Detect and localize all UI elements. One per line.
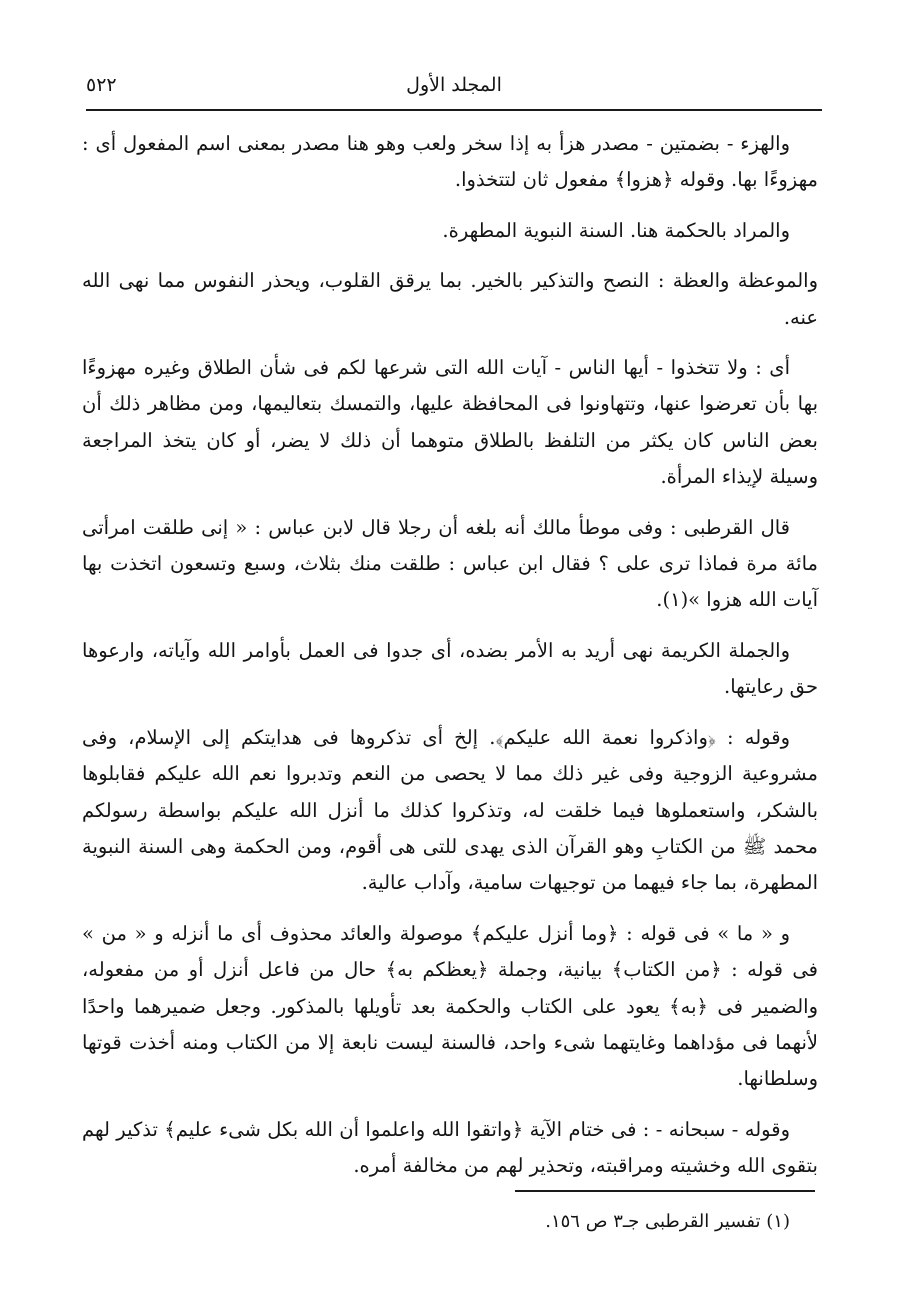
- volume-title: المجلد الأول: [406, 74, 502, 96]
- paragraph-hazm: والهزء - بضمتين - مصدر هزأ به إذا سخر ولعب وهو هنا مصدر بمعنى اسم المفعول أى : مهزوءًا بها. وقوله ﴿هزوا﴾ مفعول ثان لتتخذوا.: [82, 132, 818, 192]
- paragraph-meaning: أى : ولا تتخذوا - أيها الناس - آيات الله التى شرعها لكم فى شأن الطلاق وغيره مهزوءًا بها بأن تعرضوا عنها، وتتهاونوا فى المحافظة عليها، والتمسك بتعاليمها، ومن مظاهر ذلك أن بعض الناس كان يكثر من التلفظ بالطلاق متوهما أن ذلك لا يضر، أو كان يتخذ المراجعة وسيلة لإيذاء المرأة.: [82, 356, 818, 489]
- paragraph-grammar: و « ما » فى قوله : ﴿وما أنزل عليكم﴾ موصولة والعائد محذوف أى ما أنزله و « من » فى قوله : ﴿من الكتاب﴾ بيانية، وجملة ﴿يعظكم به﴾ حال من فاعل أنزل أو من مفعوله، والضمير فى ﴿به﴾ يعود على الكتاب والحكمة بعد تأويلها بالمذكور. وجعل ضميرهما واحدًا لأنهما فى مؤداهما وغايتهما شىء واحد، فالسنة ليست نابعة إلا من الكتاب ومنه أخذت قوتها وسلطانها.: [82, 921, 818, 1091]
- paragraph-qurtubi: قال القرطبى : وفى موطأ مالك أنه بلغه أن رجلا قال لابن عباس : « إنى طلقت امرأتى مائة مرة فماذا ترى على ؟ فقال ابن عباس : طلقت منك بثلاث، وسبع وتسعون اتخذت بها آيات الله هزوا »(١).: [82, 515, 818, 612]
- paragraph-closing: وقوله - سبحانه - : فى ختام الآية ﴿واتقوا الله واعلموا أن الله بكل شىء عليم﴾ تذكير لهم بتقوى الله وخشيته ومراقبته، وتحذير لهم من مخالفة أمره.: [82, 1117, 818, 1178]
- header-divider: [86, 109, 822, 111]
- body-text: [82, 126, 818, 1199]
- footnote: (١) تفسير القرطبى جـ٣ ص ١٥٦.: [545, 1211, 790, 1232]
- paragraph-remember-blessing: وقوله : ﴿واذكروا نعمة الله عليكم﴾. إلخ أى تذكروها فى هدايتكم إلى الإسلام، وفى مشروعية الزوجية وفى غير ذلك مما لا يحصى من النعم وتدبروا نعم الله عليكم فقابلوها بالشكر، واستعملوها فيما خلقت له، وتذكروا كذلك ما أنزل الله عليكم بواسطة رسولكم محمد ﷺ من الكتابِ وهو القرآن الذى يهدى للتى هى أقوم، ومن الحكمة وهى السنة النبوية المطهرة، بما جاء فيهما من توجيهات سامية، وآداب عالية.: [82, 725, 818, 895]
- paragraph-maw-itha: والموعظة والعظة : النصح والتذكير بالخير. بما يرقق القلوب، ويحذر النفوس مما نهى الله عنه.: [82, 269, 818, 329]
- footnote-divider: [515, 1190, 815, 1192]
- paragraph-hikma: والمراد بالحكمة هنا. السنة النبوية المطهرة.: [442, 218, 790, 242]
- page-number: ٥٢٢: [86, 74, 117, 96]
- paragraph-prohibition: والجملة الكريمة نهى أريد به الأمر بضده، أى جدوا فى العمل بأوامر الله وآياته، وارعوها حق رعايتها.: [82, 638, 818, 699]
- running-head: [86, 70, 822, 100]
